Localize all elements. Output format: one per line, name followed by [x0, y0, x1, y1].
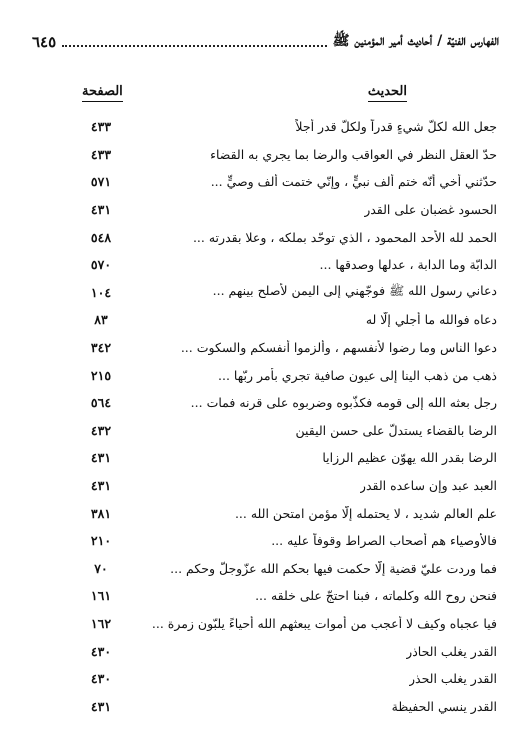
hadith-page-number: ٤٣٢ — [90, 422, 112, 438]
hadith-page-number: ٥٤٨ — [90, 229, 112, 245]
hadith-page-number: ٤٣٠ — [90, 643, 112, 659]
index-entry — [0, 582, 521, 610]
hadith-text: الدابّة وما الدابة ، عدلها وصدقها ... — [319, 257, 497, 273]
hadith-page-number: ٥٧٠ — [90, 257, 112, 273]
hadith-page-number: ٤٣٣ — [90, 146, 112, 162]
index-entry — [0, 279, 521, 307]
hadith-page-number: ٤٣١ — [90, 698, 112, 714]
index-entry — [0, 251, 521, 279]
index-entry — [0, 610, 521, 638]
hadith-page-number: ٧٠ — [94, 560, 108, 576]
hadith-text: القدر يغلب الحذر — [408, 671, 497, 687]
index-entry — [0, 306, 521, 334]
hadith-page-number: ١٠٤ — [90, 284, 112, 300]
index-entry — [0, 527, 521, 555]
index-list — [0, 113, 521, 720]
index-entry — [0, 637, 521, 665]
hadith-page-number: ١٦١ — [90, 588, 112, 604]
hadith-text: العبد عبد وإن ساعده القدر — [359, 478, 497, 494]
index-entry — [0, 168, 521, 196]
hadith-text: القدر ينسي الحفيظة — [391, 698, 497, 714]
hadith-page-number: ٢١٥ — [90, 367, 112, 383]
hadith-text: الحسود غضبان على القدر — [364, 202, 497, 218]
page-number: ٦٤٥ — [32, 33, 57, 51]
header-dot-leader — [62, 31, 326, 47]
index-entry — [0, 444, 521, 472]
hadith-text: علم العالم شديد ، لا يحتمله إلّا مؤمن امتحن الله ... — [234, 505, 497, 521]
index-entry — [0, 499, 521, 527]
column-header-hadith: الحديث — [368, 84, 407, 102]
index-entry — [0, 665, 521, 693]
index-entry — [0, 417, 521, 445]
hadith-text: القدر يغلب الحاذر — [406, 643, 497, 659]
hadith-page-number: ٨٣ — [94, 312, 108, 328]
hadith-page-number: ٤٣٠ — [90, 671, 112, 687]
index-entry — [0, 196, 521, 224]
hadith-page-number: ٣٨١ — [90, 505, 112, 521]
index-entry — [0, 361, 521, 389]
hadith-page-number: ٣٤٢ — [90, 340, 112, 356]
hadith-page-number: ٢١٠ — [90, 533, 112, 549]
hadith-text: الرضا بالقضاء يستدلّ على حسن اليقين — [295, 422, 497, 438]
hadith-text: دعاني رسول الله ﷺ فوجّهني إلى اليمن لأصلح بينهم ... — [212, 282, 497, 298]
hadith-text: دعاه فوالله ما أجلي إلّا له — [365, 312, 497, 328]
running-header — [32, 30, 499, 54]
hadith-text: فيا عجباه وكيف لا أعجب من أموات يبعثهم الله أحياءً يلبّون زمرة ... — [151, 615, 497, 631]
index-entry — [0, 389, 521, 417]
index-entry — [0, 141, 521, 169]
hadith-page-number: ٥٧١ — [90, 174, 112, 190]
hadith-text: حدّ العقل النظر في العواقب والرضا بما يجري به القضاء — [210, 146, 497, 162]
hadith-text: رجل بعثه الله إلى قومه فكذّبوه وضربوه على قرنه فمات ... — [190, 395, 497, 411]
index-entry — [0, 223, 521, 251]
hadith-page-number: ٤٣٣ — [90, 119, 112, 135]
hadith-page-number: ٤٣١ — [90, 202, 112, 218]
hadith-text: الحمد لله الأحد المحمود ، الذي توحّد بملكه ، وعلا بقدرته ... — [192, 229, 497, 245]
index-entry — [0, 472, 521, 500]
index-entry — [0, 555, 521, 583]
column-header-page: الصفحة — [82, 84, 123, 102]
hadith-text: دعوا الناس وما رضوا لأنفسهم ، وألزموا أنفسكم والسكوت ... — [180, 340, 497, 356]
hadith-text: فما وردت عليّ قضية إلّا حكمت فيها بحكم الله عزّوجلّ وحكم ... — [170, 560, 497, 576]
hadith-text: حدّثني أخي أنّه ختم ألف نبيٍّ ، وإنّي ختمت ألف وصيٍّ ... — [210, 174, 497, 190]
hadith-page-number: ١٦٢ — [90, 615, 112, 631]
hadith-text: فالأوصياء هم أصحاب الصراط وقوفاً عليه ... — [271, 533, 497, 549]
hadith-page-number: ٥٦٤ — [90, 395, 112, 411]
hadith-text: ذهب من ذهب الينا إلى عيون صافية تجري بأمر ربّها ... — [218, 367, 497, 383]
index-entry — [0, 692, 521, 720]
hadith-text: فنحن روح الله وكلماته ، فبنا احتجّ على خلقه ... — [255, 588, 497, 604]
hadith-page-number: ٤٣١ — [90, 450, 112, 466]
hadith-page-number: ٤٣١ — [90, 478, 112, 494]
hadith-text: الرضا بقدر الله يهوّن عظيم الرزايا — [322, 450, 497, 466]
index-entry — [0, 113, 521, 141]
hadith-text: جعل الله لكلّ شيءٍ قدراً ولكلّ قدرٍ أجلاً — [295, 119, 497, 135]
header-title: الفهارس الفنيّة / أحاديث أمير المؤمنين ﷺ — [332, 33, 499, 49]
index-entry — [0, 334, 521, 362]
